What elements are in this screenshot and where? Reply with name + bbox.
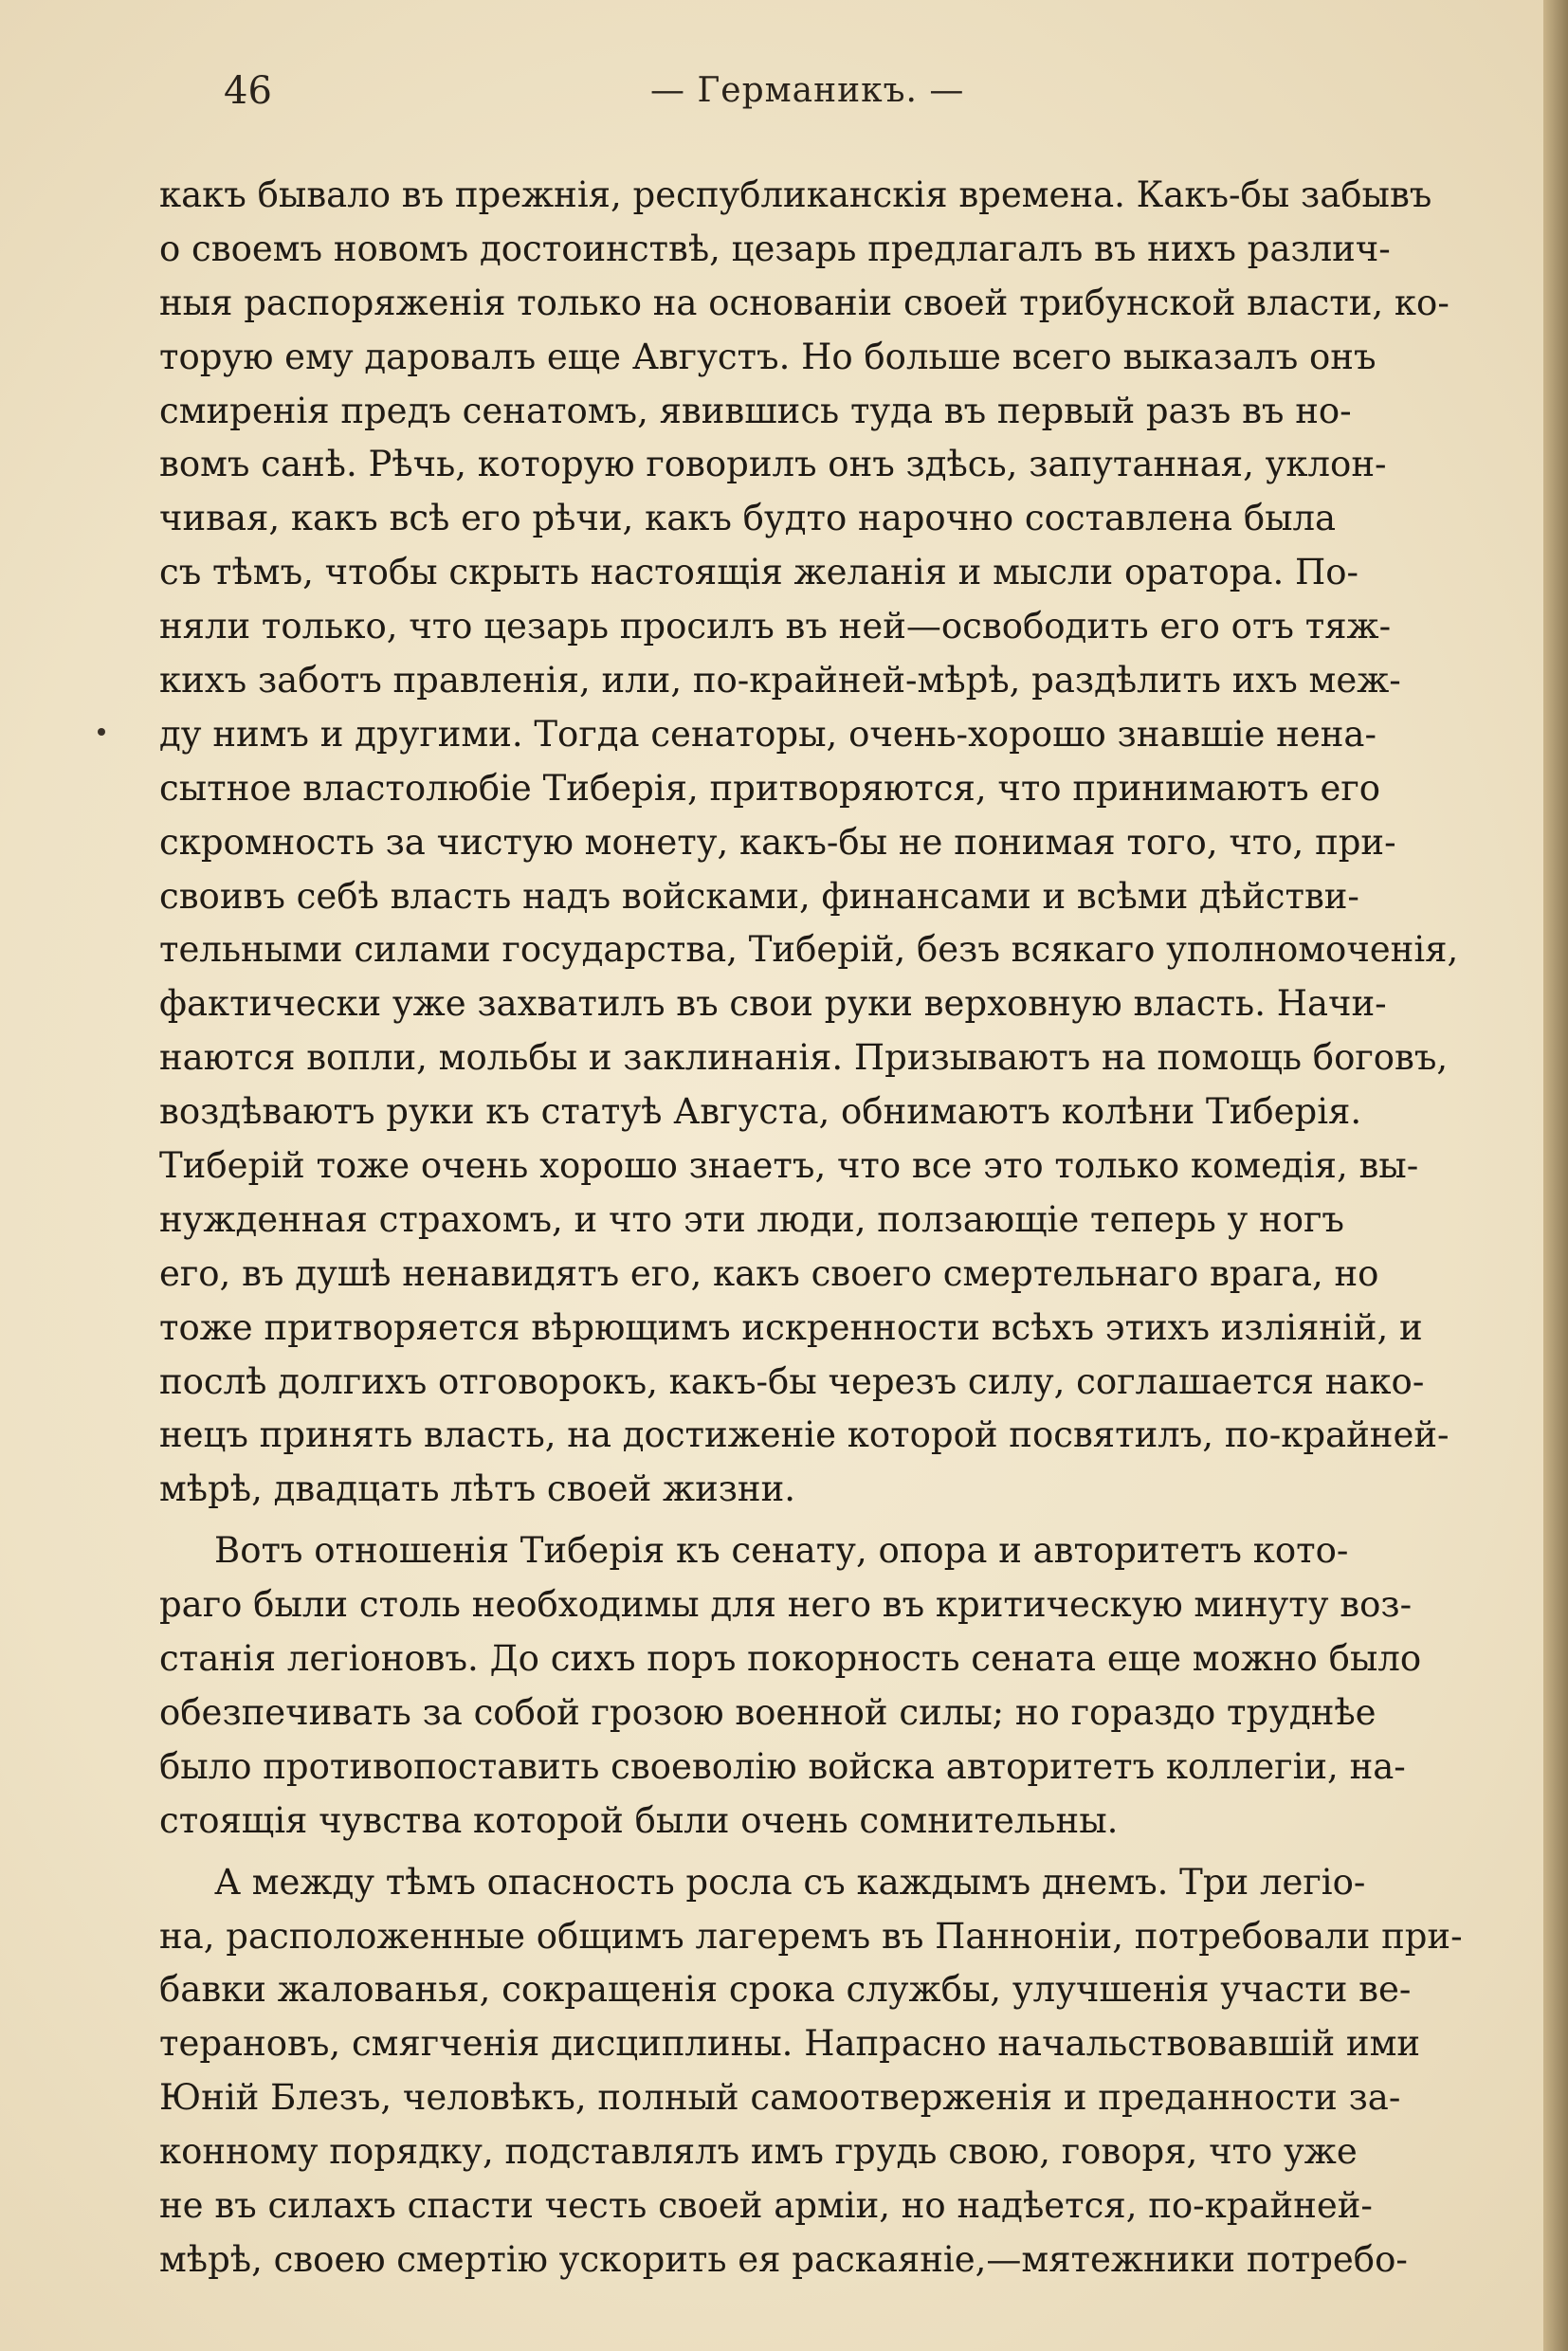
paragraph-3	[159, 1856, 1543, 2287]
text-line: съ тѣмъ, чтобы скрыть настоящія желанія и мысли оратора. По-	[159, 552, 1359, 593]
text-line: ду нимъ и другими. Тогда сенаторы, очень-хорошо знавшіе нена-	[159, 713, 1377, 755]
running-head: — Германикъ. —	[650, 71, 965, 110]
text-line: стоящія чувства которой были очень сомнительны.	[159, 1799, 1119, 1841]
paragraph-2	[159, 1524, 1543, 1848]
text-line: своивъ себѣ власть надъ войсками, финансами и всѣми дѣйстви-	[159, 875, 1359, 917]
text-line: ныя распоряженія только на основаніи своей трибунской власти, ко-	[159, 282, 1449, 323]
text-line: фактически уже захватилъ въ свои руки верховную власть. Начи-	[159, 983, 1387, 1025]
text-line: вомъ санѣ. Рѣчь, которую говорилъ онъ здѣсь, запутанная, уклон-	[159, 444, 1387, 485]
body-text	[159, 169, 1543, 2287]
text-line: тельными силами государства, Тиберій, безъ всякаго уполномоченія,	[159, 929, 1459, 971]
text-line: обезпечивать за собой грозою военной силы; но гораздо труднѣе	[159, 1691, 1377, 1733]
text-line: нецъ принять власть, на достиженіе которой посвятилъ, по-крайней-	[159, 1414, 1449, 1456]
page-edge-shadow	[1543, 0, 1568, 2351]
text-line: нужденная страхомъ, и что эти люди, ползающіе теперь у ногъ	[159, 1198, 1344, 1240]
text-line: мѣрѣ, своею смертію ускорить ея раскаяніе,—мятежники потребо-	[159, 2238, 1408, 2280]
page-number: 46	[224, 69, 272, 113]
text-line: станія легіоновъ. До сихъ поръ покорность сената еще можно было	[159, 1638, 1422, 1680]
text-line: А между тѣмъ опасность росла съ каждымъ днемъ. Три легіо-	[214, 1861, 1366, 1903]
text-line: не въ силахъ спасти честь своей арміи, но надѣется, по-крайней-	[159, 2184, 1373, 2226]
text-line: какъ бывало въ прежнія, республиканскія времена. Какъ-бы забывъ	[159, 174, 1432, 215]
text-line: его, въ душѣ ненавидятъ его, какъ своего смертельнаго врага, но	[159, 1252, 1379, 1294]
paragraph-1	[159, 169, 1543, 1517]
ink-speck	[98, 728, 105, 736]
page-header	[224, 63, 1172, 119]
text-line: Вотъ отношенія Тиберія къ сенату, опора и авторитетъ кото-	[214, 1530, 1349, 1572]
text-line: Юній Блезъ, человѣкъ, полный самоотверженія и преданности за-	[159, 2077, 1401, 2119]
text-line: бавки жалованья, сокращенія срока службы, улучшенія участи ве-	[159, 1969, 1412, 2011]
text-line: чивая, какъ всѣ его рѣчи, какъ будто нарочно составлена была	[159, 498, 1337, 539]
text-line: няли только, что цезарь просилъ въ ней—освободить его отъ тяж-	[159, 606, 1392, 647]
text-line: было противопоставить своеволію войска авторитетъ коллегіи, на-	[159, 1745, 1406, 1787]
text-line: конному порядку, подставлялъ имъ грудь свою, говоря, что уже	[159, 2131, 1358, 2173]
text-line: Тиберій тоже очень хорошо знаетъ, что все это только комедія, вы-	[159, 1145, 1419, 1187]
text-line: терановъ, смягченія дисциплины. Напрасно начальствовавшій ими	[159, 2023, 1421, 2065]
text-line: сытное властолюбіе Тиберія, притворяются, что принимаютъ его	[159, 767, 1381, 809]
text-line: о своемъ новомъ достоинствѣ, цезарь предлагалъ въ нихъ различ-	[159, 228, 1391, 269]
text-line: мѣрѣ, двадцать лѣтъ своей жизни.	[159, 1468, 795, 1510]
text-line: кихъ заботъ правленія, или, по-крайней-мѣрѣ, раздѣлить ихъ меж-	[159, 660, 1401, 702]
text-line: на, расположенные общимъ лагеремъ въ Панноніи, потребовали при-	[159, 1915, 1463, 1957]
text-line: наются вопли, мольбы и заклинанія. Призываютъ на помощь боговъ,	[159, 1037, 1449, 1079]
text-line: воздѣваютъ руки къ статуѣ Августа, обнимаютъ колѣни Тиберія.	[159, 1091, 1362, 1133]
text-line: торую ему даровалъ еще Августъ. Но больше всего выказалъ онъ	[159, 336, 1377, 377]
text-line: раго были столь необходимы для него въ критическую минуту воз-	[159, 1584, 1413, 1626]
text-line: тоже притворяется вѣрющимъ искренности всѣхъ этихъ изліяній, и	[159, 1306, 1423, 1348]
text-line: смиренія предъ сенатомъ, явившись туда въ первый разъ въ но-	[159, 390, 1352, 431]
text-line: послѣ долгихъ отговорокъ, какъ-бы черезъ силу, соглашается нако-	[159, 1360, 1425, 1402]
text-line: скромность за чистую монету, какъ-бы не понимая того, что, при-	[159, 821, 1396, 863]
